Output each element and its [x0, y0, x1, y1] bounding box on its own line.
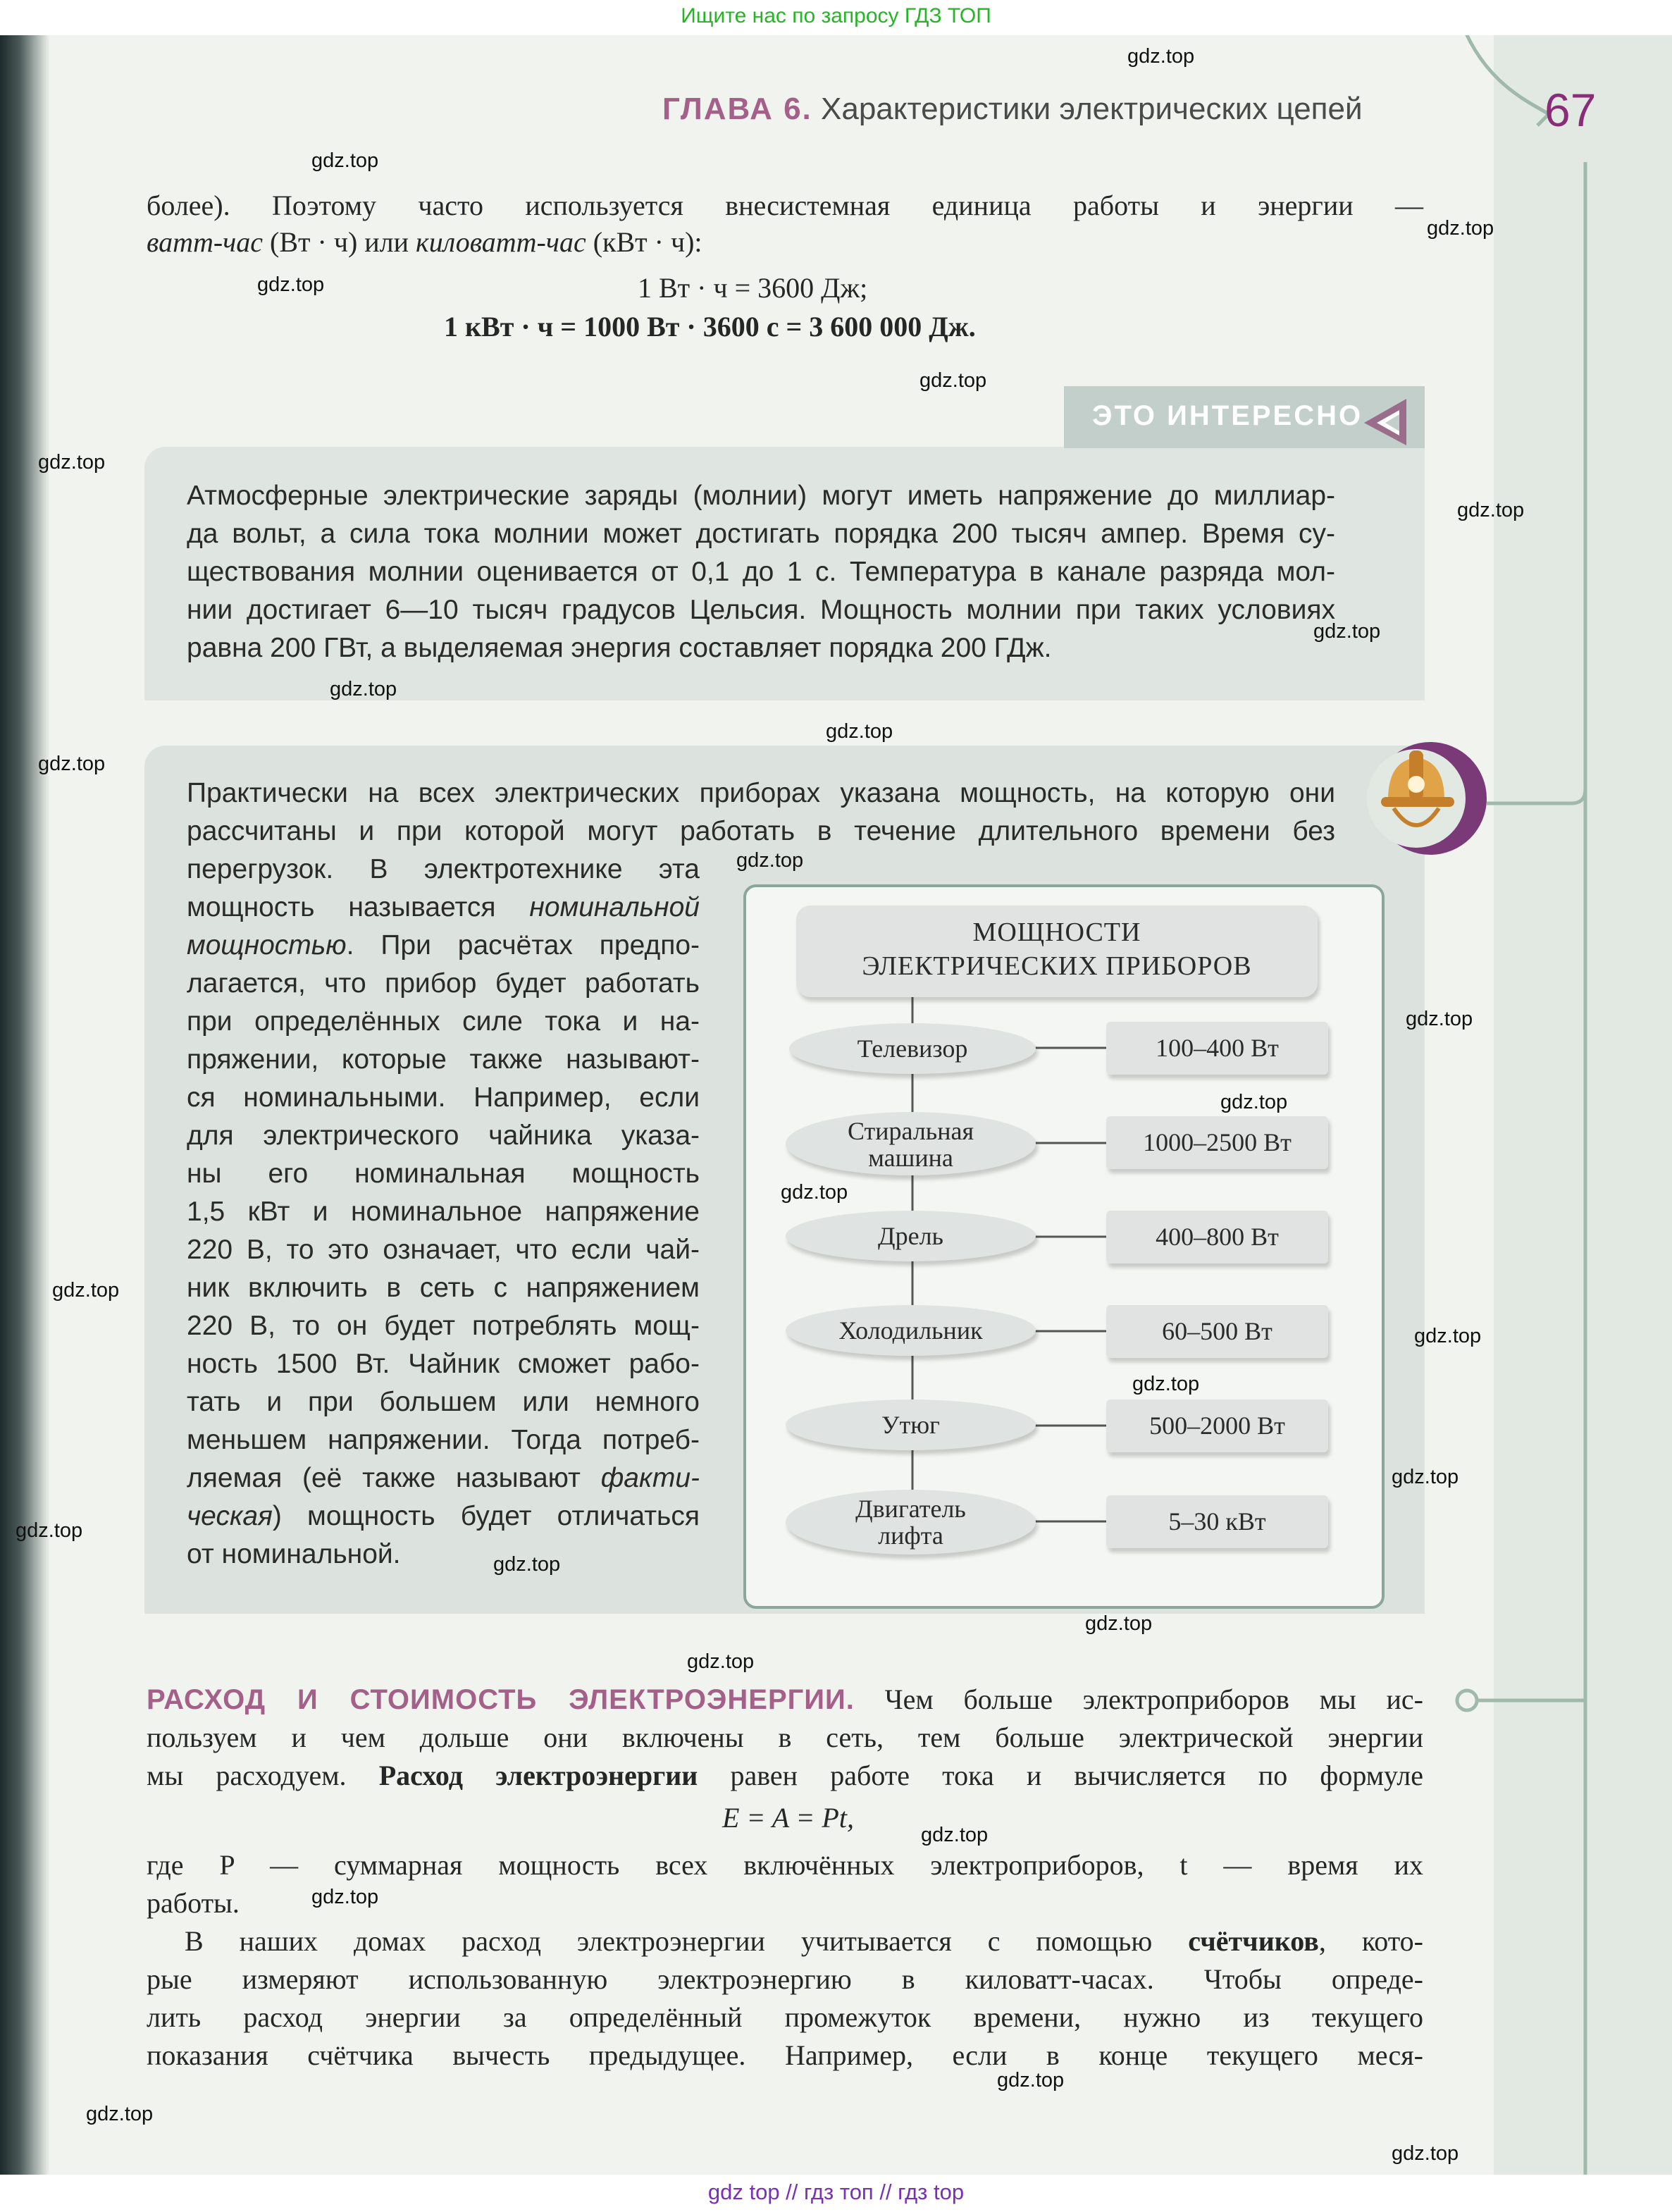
watermark: gdz.top: [330, 678, 397, 700]
watermark: gdz.top: [1392, 1466, 1459, 1488]
watermark: gdz.top: [919, 369, 987, 392]
section-p2-line-1: [185, 1922, 1423, 1960]
power-washer: 1000–2500 Вт: [1106, 1116, 1328, 1169]
diagram-title-line: ЭЛЕКТРИЧЕСКИХ ПРИБОРОВ: [862, 951, 1252, 981]
term-actual: факти-: [600, 1463, 700, 1493]
device-washer-l2: машина: [868, 1144, 953, 1172]
chapter-header: [662, 92, 1363, 127]
device-tv: Телевизор: [789, 1023, 1036, 1074]
term-consumption: Расход электроэнергии: [378, 1760, 698, 1791]
term-power: мощностью: [187, 930, 347, 960]
book-binding: [0, 0, 49, 2212]
note-col-part: ляемая (её также называют: [187, 1463, 601, 1493]
power-elevator: 5–30 кВт: [1106, 1495, 1328, 1548]
device-elevator-l1: Двигатель: [855, 1495, 966, 1523]
watermark: gdz.top: [736, 849, 804, 872]
power-tv: 100–400 Вт: [1106, 1022, 1328, 1075]
device-fridge: Холодильник: [786, 1305, 1036, 1356]
watermark: gdz.top: [1392, 2142, 1459, 2165]
section-p2-line-4: показания счётчика вычесть предыдущее. Например, если в конце текущего меся-: [147, 2039, 1423, 2071]
watermark: gdz.top: [687, 1650, 755, 1673]
intro-line-1: более). Поэтому часто используется внесистемная единица работы и энергии —: [147, 190, 1423, 221]
watermark: gdz.top: [1127, 45, 1195, 68]
bottom-banner[interactable]: [0, 2175, 1672, 2212]
device-elevator: [786, 1490, 1036, 1555]
note-col-line: [187, 1459, 700, 1498]
top-banner[interactable]: [0, 0, 1672, 35]
note-col-line: от номинальной.: [187, 1539, 401, 1569]
section-line-5: работы.: [147, 1887, 240, 1919]
note-col-line: [187, 888, 700, 927]
intro-line-2-end: (кВт · ч):: [586, 226, 702, 258]
interesting-line: Атмосферные электрические заряды (молнии) могут иметь напряжение до миллиар-: [187, 481, 1335, 511]
note-line: рассчитаны и при которой могут работать в течение длительного времени без: [187, 816, 1335, 846]
watermark: gdz.top: [257, 273, 325, 296]
power-drill: 400–800 Вт: [1106, 1211, 1328, 1263]
watermark: gdz.top: [781, 1181, 848, 1204]
section-title: РАСХОД И СТОИМОСТЬ ЭЛЕКТРОЭНЕРГИИ.: [147, 1684, 855, 1715]
p2-part: , кото-: [1318, 1925, 1423, 1957]
term-watt-hour: ватт-час: [147, 226, 264, 258]
section-line-3-c: равен работе тока и вычисляется по формуле: [698, 1760, 1423, 1791]
note-col-line: ся номинальными. Например, если: [187, 1082, 700, 1113]
watermark: gdz.top: [16, 1519, 83, 1542]
note-col-line: [187, 926, 700, 965]
section-line-2: пользуем и чем дольше они включены в сеть, тем больше электрической энергии: [147, 1722, 1423, 1753]
section-p2-line-2: рые измеряют использованную электроэнергию в киловатт-часах. Чтобы опреде-: [147, 1963, 1423, 1995]
term-meters: счётчиков: [1188, 1925, 1319, 1957]
watermark: gdz.top: [1457, 499, 1525, 521]
note-col-part: ) мощность будет отличаться: [272, 1501, 700, 1531]
consumption-formula: E = A = Pt,: [722, 1802, 854, 1834]
intro-line-2-part: (Вт · ч) или: [263, 226, 416, 258]
watermark: gdz.top: [311, 149, 379, 172]
note-col-part: мощность называется: [187, 892, 530, 922]
note-col-line: 220 В, то это означает, что если чай-: [187, 1235, 700, 1265]
watermark: gdz.top: [52, 1279, 120, 1302]
interesting-line: равна 200 ГВт, а выделяемая энергия составляет порядка 200 ГДж.: [187, 633, 1052, 663]
top-banner-text[interactable]: Ищите нас по запросу ГДЗ ТОП: [681, 4, 991, 27]
section-line-4: где P — суммарная мощность всех включённых электроприборов, t — время их: [147, 1849, 1423, 1881]
p2-part: В наших домах расход электроэнергии учитывается с помощью: [185, 1925, 1189, 1957]
watermark: gdz.top: [1427, 217, 1494, 240]
note-col-line: пряжении, которые также называют-: [187, 1044, 700, 1075]
interesting-line: да вольт, а сила тока молнии может достигать порядка 200 тысяч ампер. Время су-: [187, 519, 1335, 549]
device-iron: Утюг: [786, 1400, 1036, 1450]
watermark: gdz.top: [38, 451, 106, 474]
section-title-rest: Чем больше электроприборов мы ис-: [854, 1683, 1423, 1715]
device-elevator-l2: лифта: [878, 1521, 943, 1550]
chapter-label: ГЛАВА 6.: [662, 92, 812, 126]
chapter-title: Характеристики электрических цепей: [821, 92, 1363, 126]
watermark: gdz.top: [311, 1886, 379, 1908]
watermark: gdz.top: [921, 1824, 989, 1846]
section-connector-dot: [1457, 1691, 1477, 1710]
page-number: 67: [1544, 84, 1597, 136]
note-col-line: 1,5 кВт и номинальное напряжение: [187, 1197, 700, 1227]
interesting-line: ществования молнии оценивается от 0,1 до 1 с. Температура в канале разряда мол-: [187, 557, 1335, 587]
section-line-3-a: мы расходуем.: [147, 1760, 379, 1791]
diagram-title: [796, 906, 1318, 997]
formula-watt-hour: 1 Вт · ч = 3600 Дж;: [638, 272, 868, 304]
watermark: gdz.top: [1414, 1325, 1482, 1347]
note-col-line: перегрузок. В электротехнике эта: [187, 854, 700, 884]
watermark: gdz.top: [997, 2069, 1065, 2091]
note-connector: [1487, 789, 1585, 803]
interesting-tab-label: ЭТО ИНТЕРЕСНО: [1092, 400, 1363, 431]
note-col-line: меньшем напряжении. Тогда потреб-: [187, 1425, 700, 1455]
intro-line-2: [147, 223, 702, 261]
watermark: gdz.top: [1085, 1612, 1153, 1635]
note-col-line: при определённых силе тока и на-: [187, 1006, 700, 1037]
diagram-title-line: МОЩНОСТИ: [972, 917, 1141, 947]
note-col-part: . При расчётах предпо-: [346, 930, 700, 960]
device-washer: [786, 1112, 1036, 1175]
note-col-line: ны его номинальная мощность: [187, 1158, 700, 1189]
watermark: gdz.top: [1220, 1091, 1288, 1113]
device-washer-l1: Стиральная: [847, 1117, 974, 1145]
term-kilowatt-hour: киловатт-час: [416, 226, 586, 258]
term-actual-cont: ческая: [187, 1501, 273, 1531]
device-drill: Дрель: [786, 1211, 1036, 1261]
note-col-line: для электрического чайника указа-: [187, 1120, 700, 1151]
section-p2-line-3: лить расход энергии за определённый промежуток времени, нужно из текущего: [147, 2001, 1423, 2033]
watermark: gdz.top: [86, 2103, 154, 2125]
note-line: Практически на всех электрических приборах указана мощность, на которую они: [187, 778, 1335, 808]
power-iron: 500–2000 Вт: [1106, 1400, 1328, 1452]
watermark: gdz.top: [38, 753, 106, 775]
note-col-line: [187, 1497, 700, 1536]
note-col-line: тать и при большем или немного: [187, 1387, 700, 1417]
term-nominal: номинальной: [529, 892, 700, 922]
section-line-1: [147, 1681, 1423, 1719]
power-fridge: 60–500 Вт: [1106, 1305, 1328, 1358]
hard-hat-icon: [1353, 722, 1490, 867]
note-col-line: лагается, что прибор будет работать: [187, 968, 700, 999]
triangle-icon: [1360, 395, 1422, 448]
watermark: gdz.top: [1132, 1373, 1200, 1395]
section-line-3: [147, 1757, 1423, 1795]
watermark: gdz.top: [826, 720, 893, 743]
formula-kilowatt-hour: 1 кВт · ч = 1000 Вт · 3600 с = 3 600 000 Дж.: [444, 311, 976, 342]
watermark: gdz.top: [1313, 620, 1381, 643]
interesting-line: нии достигает 6—10 тысяч градусов Цельсия. Мощность молнии при таких условиях: [187, 595, 1335, 625]
watermark: gdz.top: [493, 1553, 561, 1576]
note-col-line: ник включить в сеть с напряжением: [187, 1273, 700, 1303]
bottom-banner-text[interactable]: gdz top // гдз топ // гдз top: [707, 2180, 965, 2204]
note-col-line: 220 В, то он будет потреблять мощ-: [187, 1311, 700, 1341]
note-col-line: ность 1500 Вт. Чайник сможет рабо-: [187, 1349, 700, 1379]
watermark: gdz.top: [1406, 1008, 1473, 1030]
